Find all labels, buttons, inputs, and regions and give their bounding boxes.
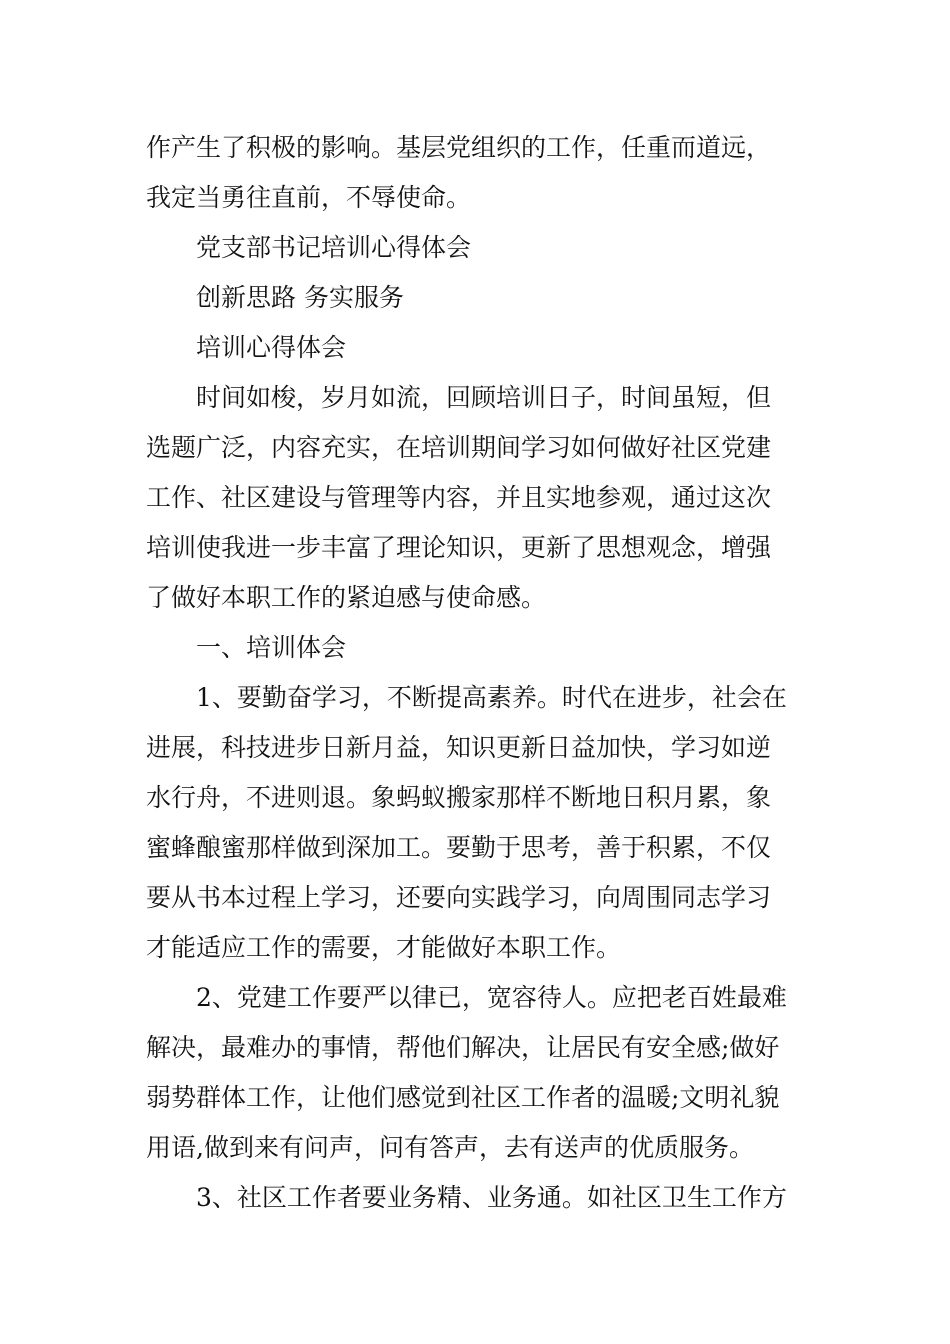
text-line: 我定当勇往直前，不辱使命。 (146, 183, 472, 212)
section-title: 党支部书记培训心得体会 (196, 233, 472, 262)
text-line: 了做好本职工作的紧迫感与使命感。 (146, 583, 547, 612)
text-line: 3、社区工作者要业务精、业务通。如社区卫生工作方 (196, 1183, 787, 1212)
section-heading: 一、培训体会 (196, 633, 347, 662)
text-line: 进展，科技进步日新月益，知识更新日益加快，学习如逆 (146, 733, 772, 762)
text-line: 水行舟，不进则退。象蚂蚁搬家那样不断地日积月累，象 (146, 783, 772, 812)
text-line: 时间如梭，岁月如流，回顾培训日子，时间虽短，但 (196, 383, 772, 412)
text-line: 解决，最难办的事情，帮他们解决，让居民有安全感;做好 (146, 1033, 780, 1062)
text-line: 作产生了积极的影响。基层党组织的工作，任重而道远， (146, 133, 772, 162)
text-line: 用语,做到来有问声，问有答声，去有送声的优质服务。 (146, 1133, 754, 1162)
text-line: 培训使我进一步丰富了理论知识，更新了思想观念，增强 (146, 533, 772, 562)
section-title: 培训心得体会 (196, 333, 347, 362)
section-title: 创新思路 务实服务 (196, 283, 404, 312)
text-line: 工作、社区建设与管理等内容，并且实地参观，通过这次 (146, 483, 772, 512)
text-line: 1、要勤奋学习，不断提高素养。时代在进步，社会在 (196, 683, 787, 712)
text-line: 弱势群体工作，让他们感觉到社区工作者的温暖;文明礼貌 (146, 1083, 780, 1112)
text-line: 蜜蜂酿蜜那样做到深加工。要勤于思考，善于积累，不仅 (146, 833, 772, 862)
text-line: 选题广泛，内容充实，在培训期间学习如何做好社区党建 (146, 433, 772, 462)
text-line: 要从书本过程上学习，还要向实践学习，向周围同志学习 (146, 883, 772, 912)
text-line: 才能适应工作的需要，才能做好本职工作。 (146, 933, 622, 962)
text-line: 2、党建工作要严以律已，宽容待人。应把老百姓最难 (196, 983, 787, 1012)
